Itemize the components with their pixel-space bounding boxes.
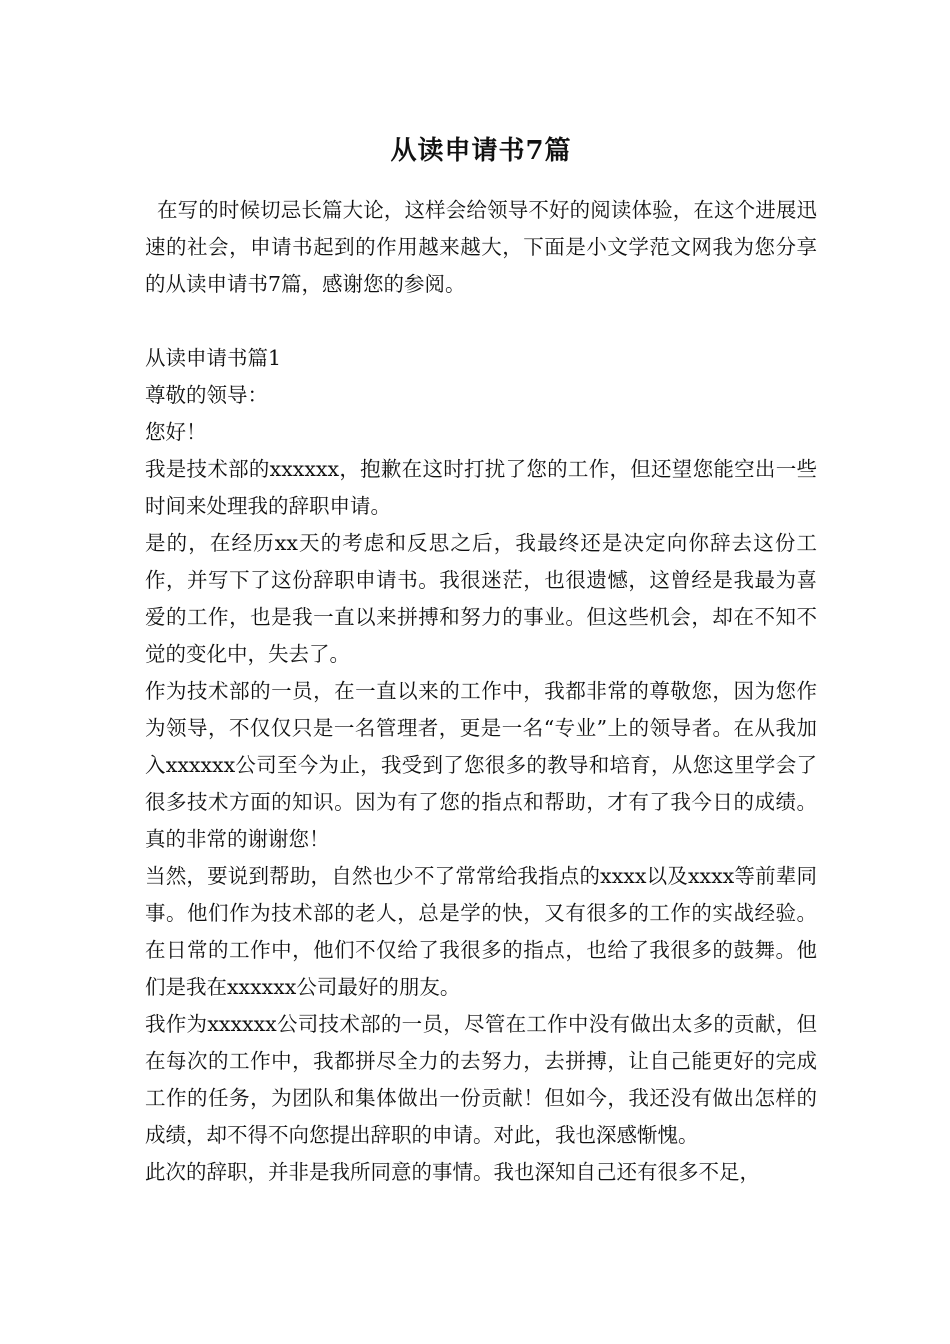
body-paragraph: 作为技术部的一员，在一直以来的工作中，我都非常的尊敬您，因为您作为领导，不仅仅只是一名管理者，更是一名“专业”上的领导者。在从我加入xxxxxx公司至今为止，我受到了您很多的教导和培育，从您这里学会了很多技术方面的知识。因为有了您的指点和帮助，才有了我今日的成绩。真的非常的谢谢您！	[145, 679, 817, 851]
salutation: 尊敬的领导：	[145, 383, 268, 407]
body-paragraph: 此次的辞职，并非是我所同意的事情。我也深知自己还有很多不足，	[145, 1160, 760, 1184]
paragraph-gap	[145, 303, 817, 340]
section-heading: 从读申请书篇1	[145, 346, 282, 370]
intro-paragraph: 在写的时候切忌长篇大论，这样会给领导不好的阅读体验，在这个进展迅速的社会，申请书起到的作用越来越大，下面是小文学范文网我为您分享的从读申请书7篇，感谢您的参阅。	[145, 198, 817, 296]
body-paragraph: 是的，在经历xx天的考虑和反思之后，我最终还是决定向你辞去这份工作，并写下了这份辞职申请书。我很迷茫，也很遗憾，这曾经是我最为喜爱的工作，也是我一直以来拼搏和努力的事业。但这些机会，却在不知不觉的变化中，失去了。	[145, 531, 817, 666]
document-body	[145, 192, 817, 1191]
body-paragraph: 当然，要说到帮助，自然也少不了常常给我指点的xxxx以及xxxx等前辈同事。他们作为技术部的老人，总是学的快，又有很多的工作的实战经验。在日常的工作中，他们不仅给了我很多的指点，也给了我很多的鼓舞。他们是我在xxxxxx公司最好的朋友。	[145, 864, 817, 999]
page-title: 从读申请书7篇	[390, 136, 572, 166]
greeting: 您好！	[145, 420, 207, 444]
body-paragraph: 我是技术部的xxxxxx，抱歉在这时打扰了您的工作，但还望您能空出一些时间来处理我的辞职申请。	[145, 457, 817, 518]
body-paragraph: 我作为xxxxxx公司技术部的一员，尽管在工作中没有做出太多的贡献，但在每次的工作中，我都拼尽全力的去努力，去拼搏，让自己能更好的完成工作的任务，为团队和集体做出一份贡献！但如今，我还没有做出怎样的成绩，却不得不向您提出辞职的申请。对此，我也深感惭愧。	[145, 1012, 817, 1147]
